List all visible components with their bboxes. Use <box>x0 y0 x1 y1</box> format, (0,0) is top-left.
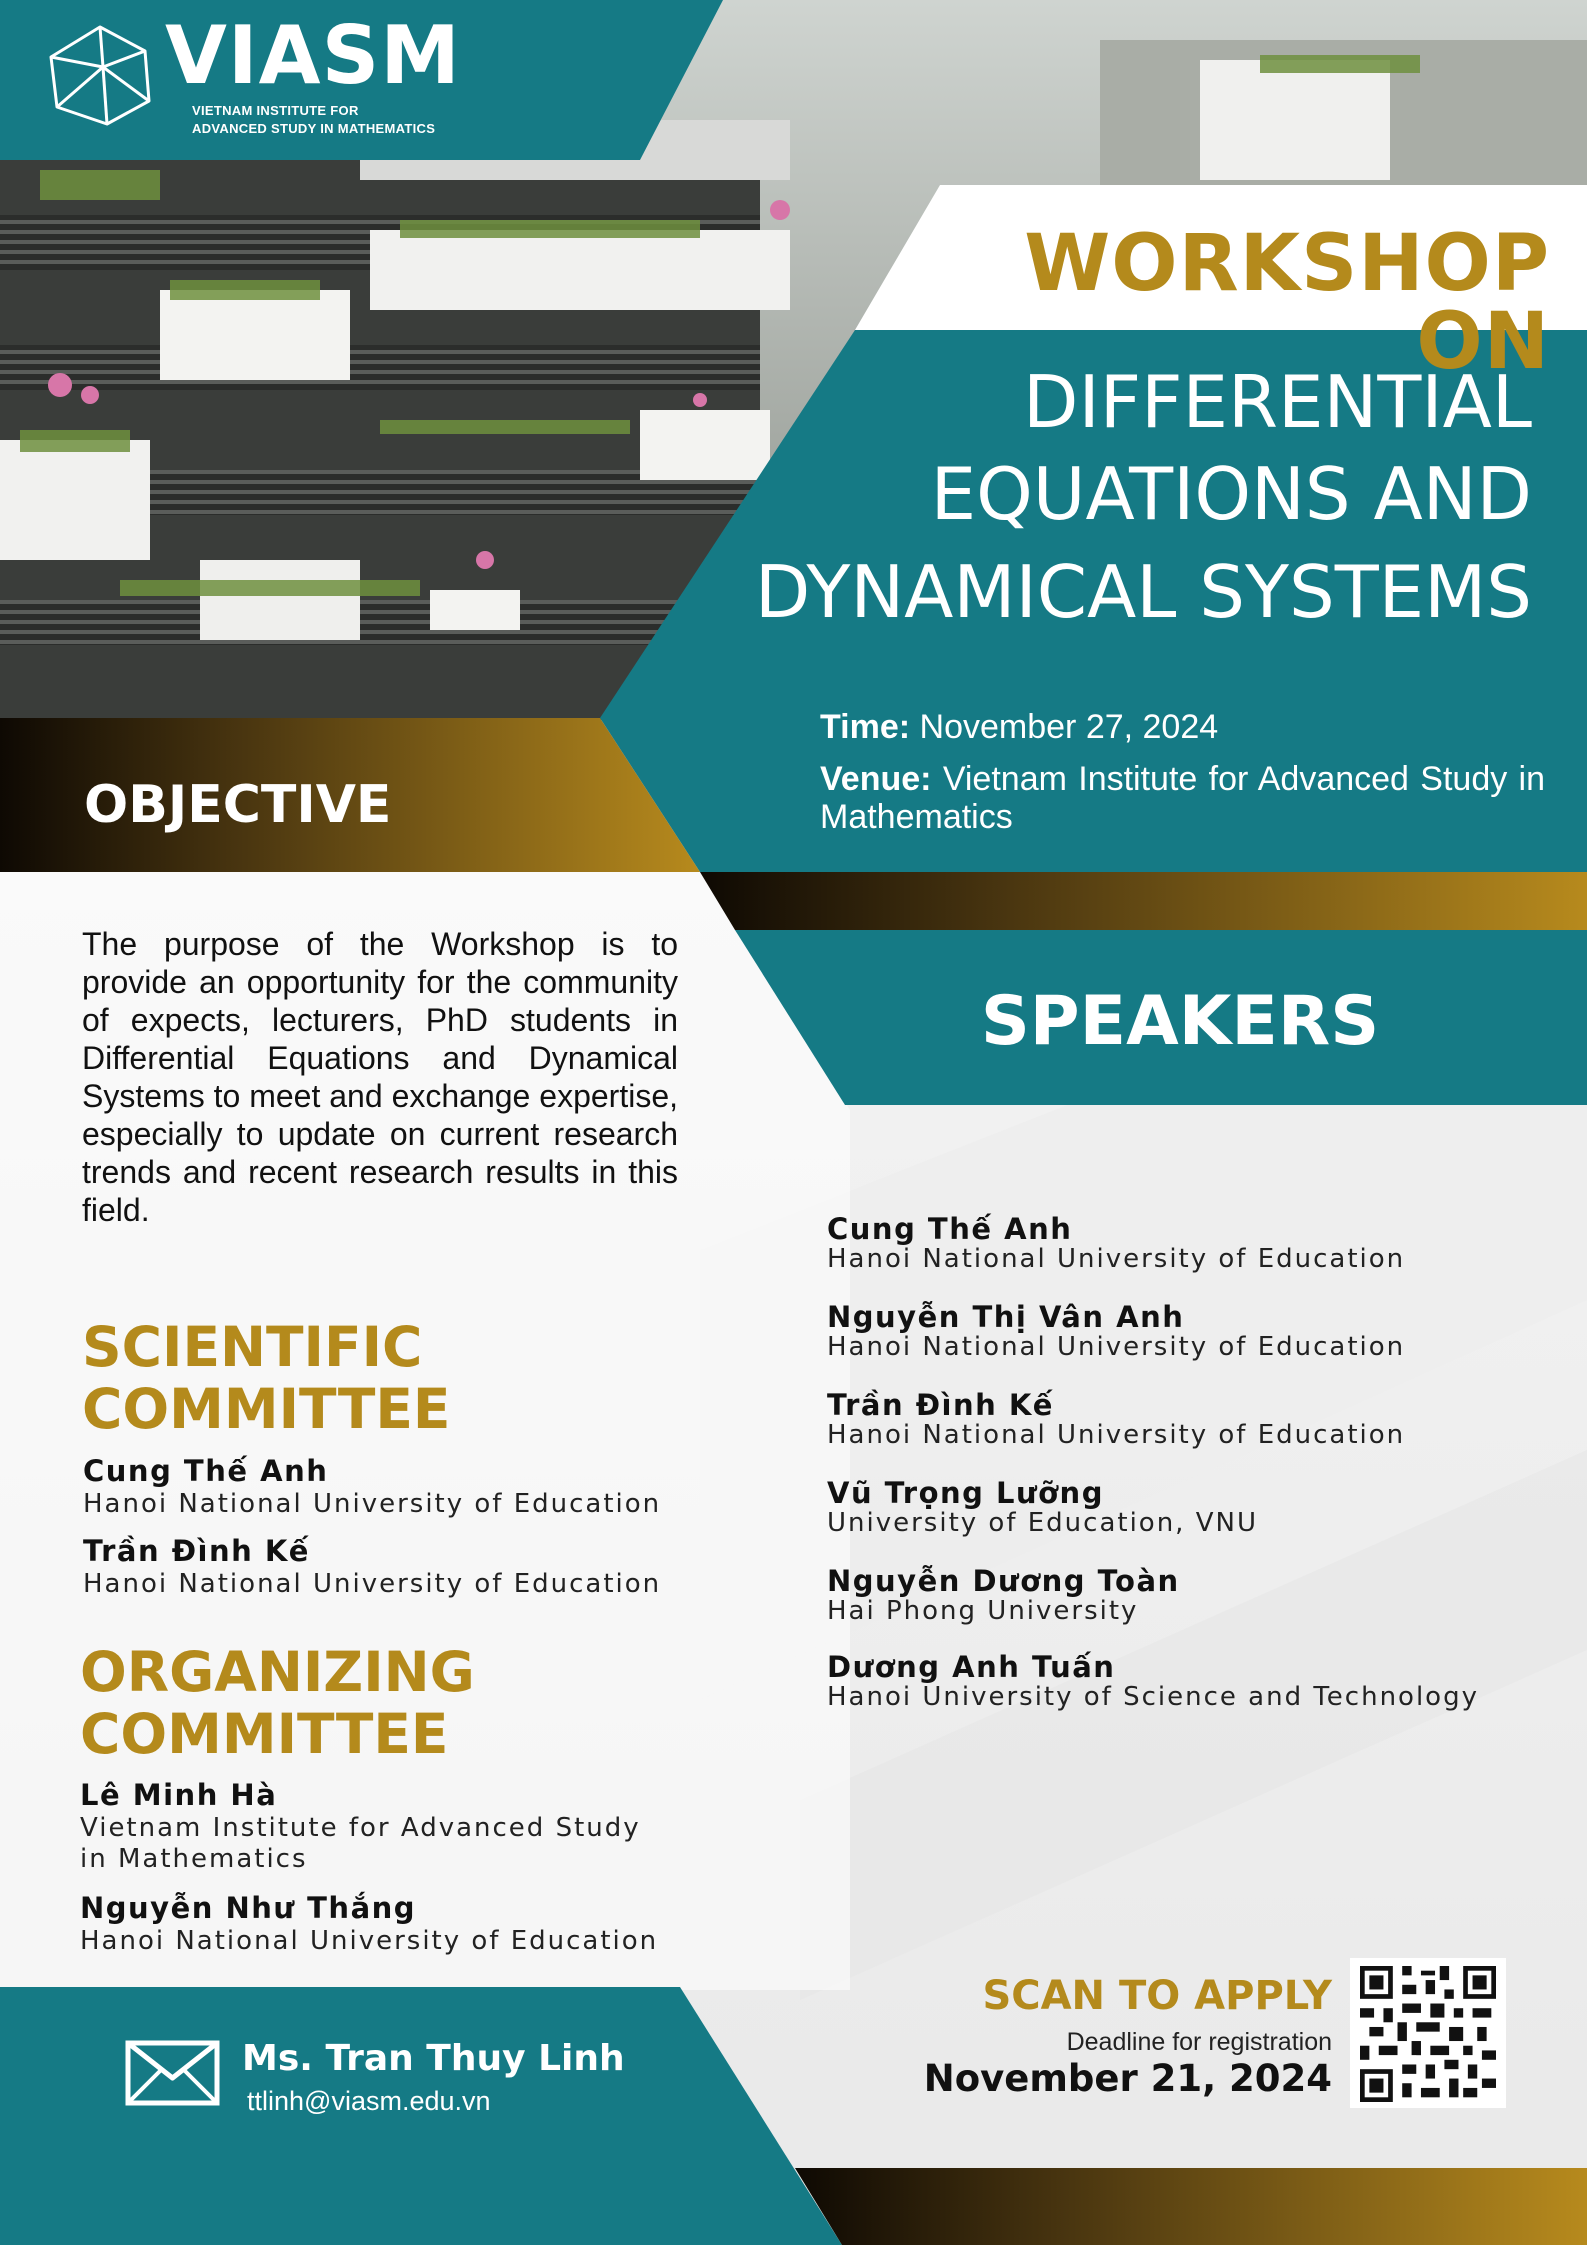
speaker-name: Nguyễn Dương Toàn <box>827 1564 1180 1598</box>
speaker-affiliation: Hanoi National University of Education <box>827 1420 1406 1450</box>
deadline-date: November 21, 2024 <box>923 2057 1332 2100</box>
contact-name: Ms. Tran Thuy Linh <box>242 2038 625 2079</box>
workshop-prefix-title: WORKSHOP ON <box>1024 219 1550 387</box>
speaker-affiliation: Hanoi National University of Education <box>827 1244 1406 1274</box>
logo-wordmark: VIASM <box>165 9 461 102</box>
mail-envelope-icon <box>125 2040 220 2106</box>
time-label: Time: <box>820 708 911 746</box>
venue-label: Venue: <box>820 760 932 798</box>
objective-heading: OBJECTIVE <box>84 775 392 835</box>
speaker-name: Dương Anh Tuấn <box>827 1650 1116 1684</box>
organizing-committee-heading-line-1: ORGANIZING <box>80 1640 475 1704</box>
organizing-member-name: Nguyễn Như Thắng <box>80 1891 417 1925</box>
speaker-name: Trần Đình Kế <box>827 1388 1054 1422</box>
organizing-committee-heading-line-2: COMMITTEE <box>80 1702 449 1766</box>
event-venue <box>820 760 1545 836</box>
objective-text: The purpose of the Workshop is to provide an opportunity for the community of expects, lecturers, PhD students in Differential Equations and Dynamical Systems to meet and exchange expertise, especially to update on current research trends and recent research results in this field. <box>82 926 678 1228</box>
topic-title-line-3: DYNAMICAL SYSTEMS <box>754 550 1532 634</box>
logo-subtitle-line-1: VIETNAM INSTITUTE FOR <box>192 103 359 118</box>
speaker-affiliation: Hanoi National University of Education <box>827 1332 1406 1362</box>
organizing-member-name: Lê Minh Hà <box>80 1778 278 1812</box>
organizing-member-affiliation: Vietnam Institute for Advanced Study <box>80 1813 641 1843</box>
venue-value: Vietnam Institute for Advanced Study in Mathematics <box>820 760 1546 836</box>
scientific-member-name: Cung Thế Anh <box>83 1454 329 1488</box>
logo-subtitle-line-2: ADVANCED STUDY IN MATHEMATICS <box>192 121 436 136</box>
speaker-affiliation: Hanoi University of Science and Technology <box>827 1682 1479 1712</box>
scientific-member-name: Trần Đình Kế <box>83 1534 310 1568</box>
speaker-affiliation: University of Education, VNU <box>827 1508 1258 1538</box>
topic-title-line-2: EQUATIONS AND <box>930 452 1532 536</box>
scientific-committee-heading-line-2: COMMITTEE <box>82 1377 451 1441</box>
deadline-label: Deadline for registration <box>1066 2028 1332 2056</box>
scientific-member-affiliation: Hanoi National University of Education <box>83 1569 662 1599</box>
time-value: November 27, 2024 <box>919 708 1219 746</box>
speaker-name: Cung Thế Anh <box>827 1212 1073 1246</box>
organizing-member-affiliation-continued: in Mathematics <box>80 1844 308 1874</box>
speakers-heading: SPEAKERS <box>980 982 1380 1061</box>
event-time <box>820 708 1545 746</box>
logo-icosahedron-icon <box>45 23 155 128</box>
speaker-name: Nguyễn Thị Vân Anh <box>827 1300 1185 1334</box>
scientific-committee-heading-line-1: SCIENTIFIC <box>82 1315 423 1379</box>
speaker-affiliation: Hai Phong University <box>827 1596 1139 1626</box>
qr-code-icon[interactable] <box>1360 1966 1496 2102</box>
contact-email-link[interactable]: ttlinh@viasm.edu.vn <box>247 2086 491 2116</box>
topic-title-line-1: DIFFERENTIAL <box>1023 360 1532 444</box>
speaker-name: Vũ Trọng Lưỡng <box>827 1476 1104 1510</box>
scan-to-apply-label: SCAN TO APPLY <box>982 1973 1332 2019</box>
scientific-member-affiliation: Hanoi National University of Education <box>83 1489 662 1519</box>
organizing-member-affiliation: Hanoi National University of Education <box>80 1926 659 1956</box>
